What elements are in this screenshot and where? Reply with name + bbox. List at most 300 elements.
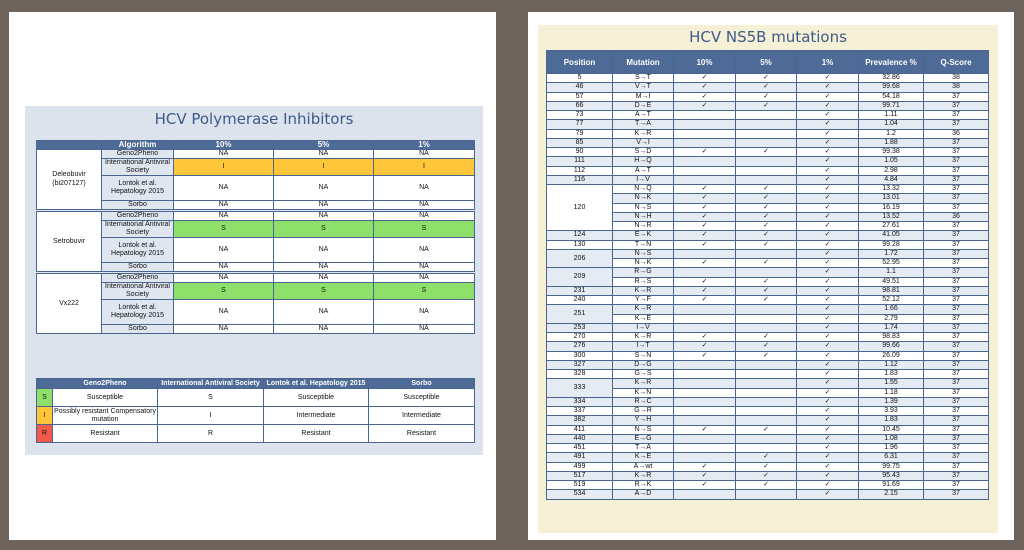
algorithm-name: Lontok et al. Hepatology 2015 [102, 237, 174, 262]
data-cell: 99.75 [859, 462, 924, 471]
position-cell: 85 [547, 138, 613, 147]
data-cell: ✓ [674, 462, 736, 471]
column-header: Prevalence % [859, 51, 924, 74]
data-cell: ✓ [674, 148, 736, 157]
data-cell: 41.05 [859, 231, 924, 240]
data-cell: 37 [924, 481, 989, 490]
data-cell: T→A [613, 444, 674, 453]
legend-row [37, 389, 475, 407]
data-cell: 37 [924, 490, 989, 499]
position-cell: 112 [547, 166, 613, 175]
data-cell: 1.96 [859, 444, 924, 453]
data-cell [736, 379, 797, 388]
data-cell: 37 [924, 453, 989, 462]
data-cell: N→Q [613, 185, 674, 194]
data-cell: 2.98 [859, 166, 924, 175]
data-cell: ✓ [797, 370, 859, 379]
data-cell [674, 434, 736, 443]
table-row [547, 360, 989, 369]
data-cell: N→S [613, 203, 674, 212]
data-cell: K→R [613, 129, 674, 138]
resistance-value: NA [174, 175, 274, 200]
resistance-value: NA [374, 324, 475, 333]
data-cell: 52.12 [859, 296, 924, 305]
table-row [547, 240, 989, 249]
table-row [547, 379, 989, 388]
data-cell: 98.83 [859, 333, 924, 342]
data-cell: ✓ [736, 92, 797, 101]
legend-header [37, 379, 53, 389]
data-cell: 37 [924, 471, 989, 480]
resistance-value: NA [174, 200, 274, 209]
data-cell: ✓ [736, 462, 797, 471]
right-slide [528, 12, 1014, 540]
legend-cell: Resistant [53, 425, 158, 443]
data-cell: I→T [613, 342, 674, 351]
data-cell: ✓ [797, 268, 859, 277]
data-cell: S→N [613, 351, 674, 360]
legend-cell: Susceptible [264, 389, 369, 407]
data-cell: 37 [924, 249, 989, 258]
data-cell: ✓ [674, 83, 736, 92]
data-cell: V→I [613, 138, 674, 147]
data-cell [736, 120, 797, 129]
resistance-value: I [174, 158, 274, 175]
data-cell [736, 138, 797, 147]
data-cell: 16.19 [859, 203, 924, 212]
data-cell: A→wt [613, 462, 674, 471]
drug-name: Setrobuvir [37, 211, 102, 271]
data-cell: K→E [613, 314, 674, 323]
data-cell: 37 [924, 388, 989, 397]
data-cell: ✓ [797, 379, 859, 388]
inhibitors-table [36, 140, 475, 334]
legend-row [37, 425, 475, 443]
legend-header: Lontok et al. Hepatology 2015 [264, 379, 369, 389]
data-cell: ✓ [674, 185, 736, 194]
data-cell [736, 444, 797, 453]
legend-cell: Intermediate [369, 407, 475, 425]
left-slide [9, 12, 496, 540]
polymerase-inhibitors-sheet [25, 106, 483, 455]
data-cell: ✓ [797, 222, 859, 231]
data-cell [736, 416, 797, 425]
data-cell: ✓ [674, 342, 736, 351]
resistance-value: NA [174, 324, 274, 333]
resistance-value: S [374, 220, 475, 237]
resistance-value: NA [174, 299, 274, 324]
data-cell: 37 [924, 333, 989, 342]
data-cell: ✓ [674, 240, 736, 249]
resistance-value: NA [374, 149, 475, 158]
data-cell [674, 379, 736, 388]
legend-key: S [37, 389, 53, 407]
resistance-value: I [374, 158, 475, 175]
table-row [37, 175, 475, 200]
data-cell [674, 120, 736, 129]
position-cell: 382 [547, 416, 613, 425]
data-cell [736, 397, 797, 406]
column-header: Position [547, 51, 613, 74]
data-cell: ✓ [674, 101, 736, 110]
resistance-value: S [174, 220, 274, 237]
data-cell [736, 360, 797, 369]
data-cell [674, 407, 736, 416]
data-cell: 37 [924, 277, 989, 286]
data-cell: ✓ [674, 333, 736, 342]
algorithm-name: Geno2Pheno [102, 211, 174, 220]
resistance-value: NA [174, 149, 274, 158]
data-cell: 49.51 [859, 277, 924, 286]
data-cell: ✓ [736, 286, 797, 295]
data-cell: ✓ [797, 277, 859, 286]
resistance-value: NA [274, 211, 374, 220]
data-cell: 37 [924, 138, 989, 147]
data-cell: ✓ [797, 490, 859, 499]
data-cell: 37 [924, 148, 989, 157]
data-cell: E→G [613, 434, 674, 443]
data-cell: ✓ [797, 286, 859, 295]
resistance-value: I [274, 158, 374, 175]
data-cell: 98.81 [859, 286, 924, 295]
data-cell: 38 [924, 83, 989, 92]
data-cell: ✓ [736, 212, 797, 221]
sheet-title: HCV Polymerase Inhibitors [154, 110, 354, 128]
data-cell [674, 453, 736, 462]
data-cell: 3.93 [859, 407, 924, 416]
column-header: Mutation [613, 51, 674, 74]
data-cell: ✓ [736, 481, 797, 490]
algorithm-name: Lontok et al. Hepatology 2015 [102, 175, 174, 200]
data-cell: 37 [924, 314, 989, 323]
position-cell: 411 [547, 425, 613, 434]
data-cell: ✓ [797, 120, 859, 129]
data-cell: 1.74 [859, 323, 924, 332]
resistance-value: NA [274, 262, 374, 271]
data-cell: 1.83 [859, 416, 924, 425]
legend-cell: Possibly resistant Compensatory mutation [54, 408, 156, 423]
position-cell: 328 [547, 370, 613, 379]
table-row [547, 397, 989, 406]
data-cell: ✓ [797, 175, 859, 184]
position-cell: 77 [547, 120, 613, 129]
data-cell [674, 166, 736, 175]
algorithm-name: International Antiviral Society [102, 282, 174, 299]
data-cell: ✓ [736, 342, 797, 351]
data-cell [736, 490, 797, 499]
data-cell: 37 [924, 166, 989, 175]
table-row [547, 444, 989, 453]
data-cell: ✓ [674, 277, 736, 286]
data-cell: ✓ [797, 453, 859, 462]
data-cell: A→D [613, 490, 674, 499]
data-cell [736, 305, 797, 314]
sheet-title: HCV NS5B mutations [689, 28, 847, 46]
data-cell: ✓ [674, 222, 736, 231]
data-cell: 37 [924, 111, 989, 120]
data-cell [674, 360, 736, 369]
data-cell: 37 [924, 407, 989, 416]
data-cell: K→R [613, 305, 674, 314]
data-cell: ✓ [797, 231, 859, 240]
table-row [547, 157, 989, 166]
data-cell: ✓ [736, 425, 797, 434]
data-cell: ✓ [797, 388, 859, 397]
data-cell: 37 [924, 286, 989, 295]
data-cell: ✓ [797, 203, 859, 212]
data-cell: ✓ [797, 83, 859, 92]
table-row [547, 92, 989, 101]
data-cell: 2.15 [859, 490, 924, 499]
data-cell: ✓ [797, 434, 859, 443]
legend-row [37, 407, 475, 425]
data-cell: 37 [924, 379, 989, 388]
data-cell: ✓ [674, 74, 736, 83]
data-cell [674, 175, 736, 184]
data-cell: ✓ [797, 471, 859, 480]
data-cell: ✓ [797, 351, 859, 360]
data-cell: ✓ [736, 101, 797, 110]
data-cell: ✓ [674, 203, 736, 212]
table-row [547, 83, 989, 92]
data-cell: ✓ [797, 462, 859, 471]
resistance-value: NA [174, 237, 274, 262]
data-cell: K→N [613, 388, 674, 397]
table-row [547, 166, 989, 175]
data-cell: ✓ [674, 212, 736, 221]
table-row [547, 314, 989, 323]
legend-cell: Resistant [264, 425, 369, 443]
data-cell: 99.71 [859, 101, 924, 110]
data-cell [736, 388, 797, 397]
data-cell: ✓ [797, 360, 859, 369]
data-cell: 37 [924, 360, 989, 369]
table-row [547, 185, 989, 194]
table-row [547, 407, 989, 416]
data-cell: S→T [613, 74, 674, 83]
resistance-value: NA [374, 262, 475, 271]
position-cell: 519 [547, 481, 613, 490]
data-cell: 1.55 [859, 379, 924, 388]
data-cell: ✓ [674, 425, 736, 434]
data-cell: ✓ [797, 416, 859, 425]
data-cell [674, 129, 736, 138]
table-row [547, 388, 989, 397]
table-row [37, 220, 475, 237]
position-cell: 337 [547, 407, 613, 416]
data-cell: I→V [613, 175, 674, 184]
table-row [547, 259, 989, 268]
algorithm-name: Sorbo [102, 324, 174, 333]
data-cell: 13.52 [859, 212, 924, 221]
position-cell: 440 [547, 434, 613, 443]
data-cell: 37 [924, 222, 989, 231]
drug-name: Deleobuvir (bi207127) [37, 149, 102, 209]
resistance-value: NA [374, 237, 475, 262]
position-cell: 491 [547, 453, 613, 462]
data-cell: ✓ [736, 203, 797, 212]
legend-cell: Susceptible [369, 389, 475, 407]
data-cell: T→N [613, 240, 674, 249]
position-cell: 120 [547, 185, 613, 231]
data-cell [736, 166, 797, 175]
data-cell: ✓ [797, 397, 859, 406]
data-cell: 1.39 [859, 397, 924, 406]
table-row [547, 111, 989, 120]
resistance-value: NA [274, 237, 374, 262]
position-cell: 111 [547, 157, 613, 166]
data-cell: ✓ [674, 231, 736, 240]
data-cell: ✓ [736, 333, 797, 342]
position-cell: 300 [547, 351, 613, 360]
table-row [547, 268, 989, 277]
position-cell: 46 [547, 83, 613, 92]
data-cell: 91.69 [859, 481, 924, 490]
data-cell [736, 434, 797, 443]
data-cell [674, 111, 736, 120]
data-cell: 26.09 [859, 351, 924, 360]
column-header: Algorithm [102, 141, 174, 150]
table-row [547, 434, 989, 443]
data-cell: 37 [924, 323, 989, 332]
algorithm-name: Lontok et al. Hepatology 2015 [102, 299, 174, 324]
data-cell: N→R [613, 222, 674, 231]
data-cell: ✓ [736, 222, 797, 231]
data-cell: ✓ [797, 92, 859, 101]
data-cell: 1.72 [859, 249, 924, 258]
position-cell: 130 [547, 240, 613, 249]
data-cell: 37 [924, 185, 989, 194]
data-cell: N→S [613, 249, 674, 258]
table-row [37, 149, 475, 158]
data-cell: ✓ [797, 212, 859, 221]
algorithm-name: International Antiviral Society [102, 220, 174, 237]
data-cell: ✓ [797, 407, 859, 416]
table-row [37, 158, 475, 175]
data-cell: 37 [924, 92, 989, 101]
table-row [547, 453, 989, 462]
data-cell: ✓ [736, 148, 797, 157]
data-cell [736, 268, 797, 277]
column-header: 10% [674, 51, 736, 74]
position-cell: 276 [547, 342, 613, 351]
legend-header: Sorbo [369, 379, 475, 389]
data-cell: 52.95 [859, 259, 924, 268]
data-cell: ✓ [674, 92, 736, 101]
data-cell [674, 268, 736, 277]
data-cell: 1.04 [859, 120, 924, 129]
data-cell: K→R [613, 333, 674, 342]
resistance-value: NA [374, 299, 475, 324]
data-cell: 37 [924, 120, 989, 129]
table-row [547, 416, 989, 425]
resistance-value: NA [274, 299, 374, 324]
resistance-value: S [374, 282, 475, 299]
table-row [547, 462, 989, 471]
data-cell: 1.83 [859, 370, 924, 379]
table-row [547, 120, 989, 129]
data-cell: ✓ [736, 74, 797, 83]
data-cell: N→S [613, 425, 674, 434]
position-cell: 251 [547, 305, 613, 324]
data-cell: 37 [924, 194, 989, 203]
data-cell: ✓ [797, 194, 859, 203]
data-cell [674, 157, 736, 166]
data-cell: 1.1 [859, 268, 924, 277]
data-cell: K→E [613, 453, 674, 462]
table-row [547, 175, 989, 184]
column-header [37, 141, 102, 150]
legend-cell: R [158, 425, 264, 443]
position-cell: 499 [547, 462, 613, 471]
table-row [547, 342, 989, 351]
data-cell: ✓ [797, 296, 859, 305]
data-cell: 37 [924, 268, 989, 277]
data-cell: ✓ [674, 351, 736, 360]
position-cell: 333 [547, 379, 613, 398]
data-cell: D→E [613, 101, 674, 110]
position-cell: 253 [547, 323, 613, 332]
data-cell: 1.88 [859, 138, 924, 147]
resistance-value: NA [274, 149, 374, 158]
data-cell: 95.43 [859, 471, 924, 480]
data-cell: K→R [613, 471, 674, 480]
table-row [37, 282, 475, 299]
data-cell: N→K [613, 194, 674, 203]
data-cell: D→G [613, 360, 674, 369]
data-cell: 37 [924, 101, 989, 110]
data-cell [674, 305, 736, 314]
resistance-value: NA [374, 175, 475, 200]
position-cell: 124 [547, 231, 613, 240]
data-cell: 36 [924, 129, 989, 138]
data-cell: 37 [924, 444, 989, 453]
data-cell: 99.38 [859, 148, 924, 157]
data-cell [674, 397, 736, 406]
position-cell: 231 [547, 286, 613, 295]
algorithm-name: Sorbo [102, 200, 174, 209]
data-cell: 6.31 [859, 453, 924, 462]
resistance-value: NA [174, 211, 274, 220]
resistance-value: S [174, 282, 274, 299]
data-cell [736, 249, 797, 258]
data-cell: N→K [613, 259, 674, 268]
data-cell: 37 [924, 203, 989, 212]
data-cell: I→V [613, 323, 674, 332]
data-cell: M→I [613, 92, 674, 101]
data-cell: ✓ [797, 425, 859, 434]
data-cell: 99.28 [859, 240, 924, 249]
data-cell: T→A [613, 120, 674, 129]
legend-cell: I [158, 407, 264, 425]
data-cell: 37 [924, 231, 989, 240]
table-row [547, 333, 989, 342]
legend-cell: Intermediate [264, 407, 369, 425]
table-row [37, 237, 475, 262]
data-cell: H→Q [613, 157, 674, 166]
data-cell: R→C [613, 397, 674, 406]
data-cell: A→T [613, 166, 674, 175]
data-cell: ✓ [797, 111, 859, 120]
data-cell: ✓ [736, 296, 797, 305]
data-cell [736, 175, 797, 184]
data-cell: ✓ [797, 148, 859, 157]
data-cell: R→G [613, 268, 674, 277]
data-cell [674, 416, 736, 425]
table-row [547, 296, 989, 305]
table-row [547, 203, 989, 212]
data-cell: 13.01 [859, 194, 924, 203]
